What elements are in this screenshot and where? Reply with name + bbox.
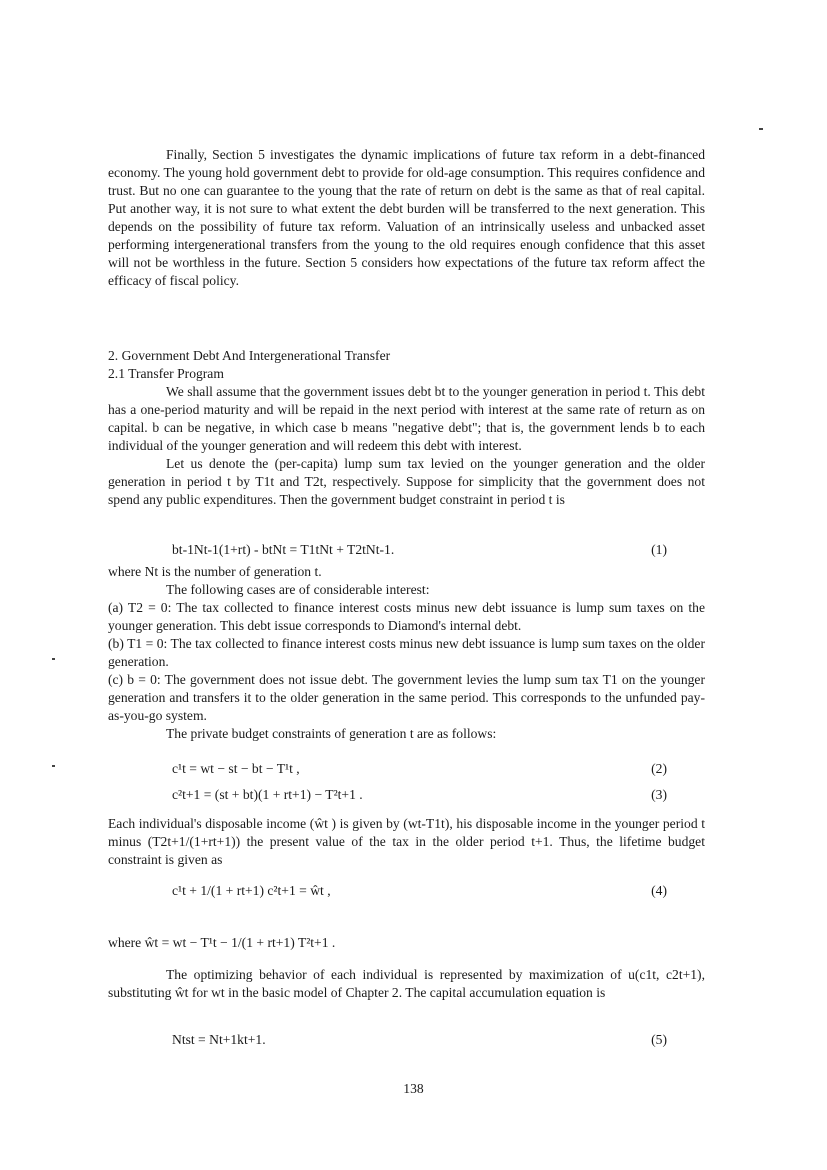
case-a: (a) T2 = 0: The tax collected to finance interest costs minus new debt issuance is lump sum taxes on the younger generation. This debt issue corresponds to Diamond's internal debt. xyxy=(108,600,705,633)
transfer-program-body xyxy=(108,383,705,509)
equation-5-number: (5) xyxy=(651,1032,667,1047)
equation-1: bt-1Nt-1(1+rt) - btNt = T1tNt + T2tNt-1. xyxy=(172,542,395,557)
equation-3-number: (3) xyxy=(651,787,667,802)
section-heading: 2. Government Debt And Intergenerational Transfer xyxy=(108,348,391,363)
optimizing-paragraph: The optimizing behavior of each individual is represented by maximization of u(c1t, c2t+1), substituting ŵt for wt in the basic model of Chapter 2. The capital accumulation equation is xyxy=(108,967,705,1000)
private-budget-intro: The private budget constraints of generation t are as follows: xyxy=(166,726,497,741)
disposable-income-section xyxy=(108,815,705,869)
cases-intro: The following cases are of considerable interest: xyxy=(166,582,430,597)
intro-paragraph: Finally, Section 5 investigates the dynamic implications of future tax reform in a debt-financed economy. The young hold government debt to provide for old-age consumption. This requires confidence and trust. But no one can guarantee to the young that the rate of return on debt is the same as that of real capital. Put another way, it is not sure to what extent the debt burden will be transferred to the next generation. This depends on the possibility of future tax reform. Valuation of an intrinsically useless and unbacked asset performing intergenerational transfers from the young to the old requires enough confidence that this asset will not be worthless in the future. Section 5 considers how expectations of the future tax reform affect the efficacy of fiscal policy. xyxy=(108,147,705,288)
scan-mark xyxy=(52,658,55,660)
section-header xyxy=(108,347,705,383)
lump-sum-tax-paragraph: Let us denote the (per-capita) lump sum tax levied on the younger generation and the older generation in period t by T1t and T2t, respectively. Suppose for simplicity that the government does not spend any public expenditures. Then the government budget constraint in period t is xyxy=(108,456,705,507)
equation-5: Ntst = Nt+1kt+1. xyxy=(172,1032,266,1047)
case-c: (c) b = 0: The government does not issue debt. The government levies the lump sum tax T1 on the younger generation and transfers it to the older generation in the same period. This corresponds to the unfunded pay-as-you-go system. xyxy=(108,672,705,723)
debt-assumption-paragraph: We shall assume that the government issues debt bt to the younger generation in period t. This debt has a one-period maturity and will be repaid in the next period with interest at the same rate of return as on capital. b can be negative, in which case b means "negative debt"; that is, the government lends b to each individual of the younger generation and will redeem this debt with interest. xyxy=(108,384,705,453)
intro-section xyxy=(108,146,705,290)
equation-1-number: (1) xyxy=(651,542,667,557)
where-w-hat-line: where ŵt = wt − T¹t − 1/(1 + rt+1) T²t+1 . xyxy=(108,935,336,950)
equation-2-number: (2) xyxy=(651,761,667,776)
case-b: (b) T1 = 0: The tax collected to finance interest costs minus new debt issuance is lump sum taxes on the older generation. xyxy=(108,636,705,669)
cases-section xyxy=(108,563,705,743)
where-n-line: where Nt is the number of generation t. xyxy=(108,564,322,579)
disposable-income-paragraph: Each individual's disposable income (ŵt ) is given by (wt-T1t), his disposable income in the younger period t minus (T2t+1/(1+rt+1)) the present value of the tax in the older period t+1. Thus, the lifetime budget constraint is given as xyxy=(108,816,705,867)
equation-2: c¹t = wt − st − bt − T¹t , xyxy=(172,761,300,776)
optimizing-section xyxy=(108,966,705,1002)
equation-3: c²t+1 = (st + bt)(1 + rt+1) − T²t+1 . xyxy=(172,787,363,802)
subsection-heading: 2.1 Transfer Program xyxy=(108,366,224,381)
equation-4-number: (4) xyxy=(651,883,667,898)
scan-mark xyxy=(52,765,55,767)
equation-4: c¹t + 1/(1 + rt+1) c²t+1 = ŵt , xyxy=(172,883,331,898)
page-number: 138 xyxy=(403,1081,424,1096)
scan-mark xyxy=(759,128,763,130)
